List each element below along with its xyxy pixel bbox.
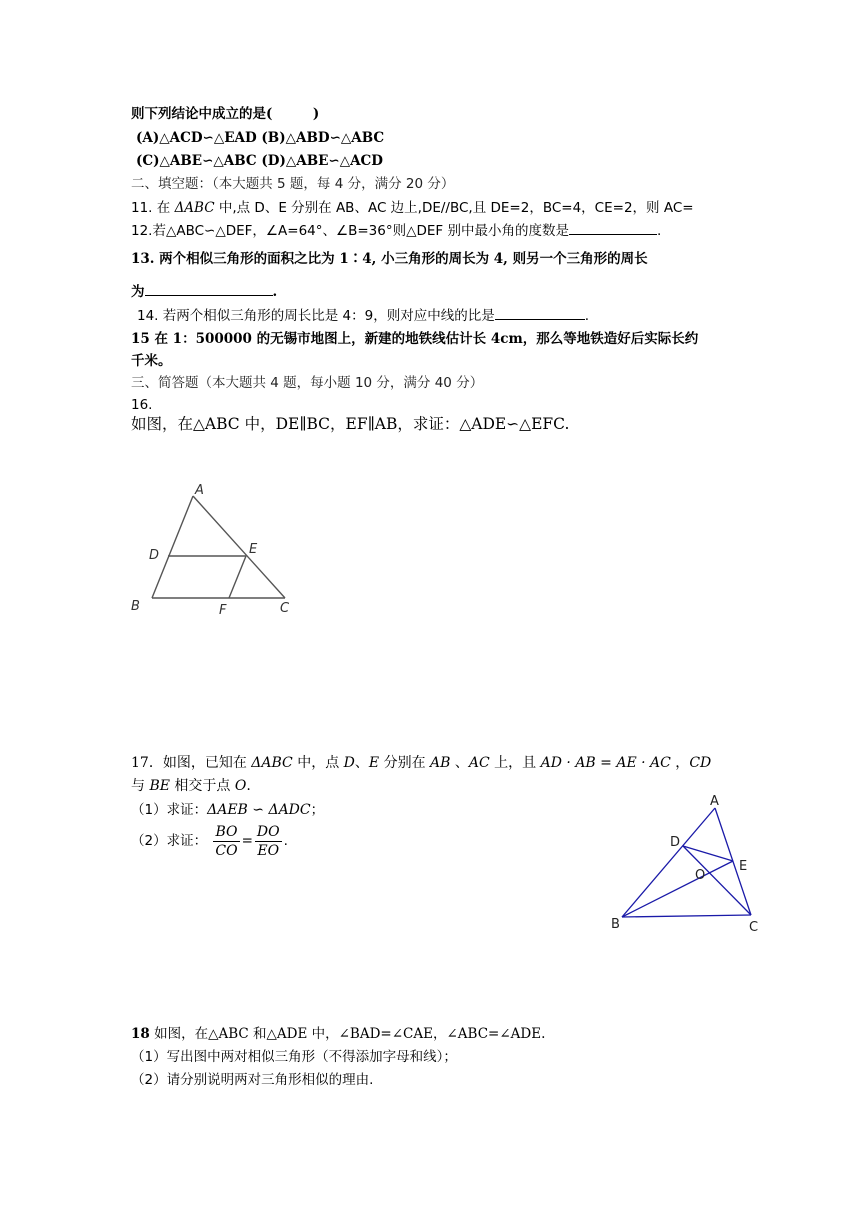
q16-number: 16.	[131, 397, 153, 413]
q17-part1-expr: ΔAEB ∽ ΔADC	[207, 802, 311, 818]
q17-triangle: ΔABC	[251, 755, 293, 771]
q17-text-b: 中，点	[292, 755, 344, 771]
q10-stem: 则下列结论中成立的是( )	[131, 106, 320, 122]
q17-point-d: D	[343, 755, 355, 771]
q15-line1: 15 在 1：500000 的无锡市地图上，新建的地铁线估计长 4cm，那么等地铁造好后实际长约	[131, 331, 699, 347]
q11-prefix: 11. 在	[131, 200, 175, 216]
q17-text-c: 分别在	[379, 755, 431, 771]
q17-text-d: 上，且	[489, 755, 541, 771]
q18-number: 18	[131, 1026, 150, 1042]
q17-segment-ab: AB	[430, 755, 451, 771]
q17-part1-end: ；	[310, 802, 325, 818]
q17-label-e: E	[739, 859, 748, 874]
q17-label-o: O	[695, 868, 706, 883]
q17-segment-be: BE	[149, 778, 170, 794]
section-3-heading: 三、简答题（本大题共 4 题，每小题 10 分，满分 40 分）	[131, 375, 484, 391]
q11-triangle: ΔABC	[174, 200, 215, 216]
q14-question: 14. 若两个相似三角形的周长比是 4：9，则对应中线的比是	[137, 308, 495, 324]
q16-side-ab	[152, 496, 193, 598]
q17-fraction-bo-co	[213, 823, 239, 860]
q13-end: .	[272, 284, 278, 300]
q18-question: 如图，在△ABC 和△ADE 中，∠BAD=∠CAE，∠ABC=∠ADE.	[149, 1026, 546, 1042]
q16-label-f: F	[219, 603, 227, 618]
q18-part2: （2）请分别说明两对三角形相似的理由.	[131, 1072, 374, 1088]
q17-part1	[131, 800, 324, 820]
q16-text: 如图，在△ABC 中，DE∥BC，EF∥AB，求证：△ADE∽△EFC.	[131, 415, 570, 433]
q14-text	[137, 305, 589, 326]
q17-frac2-den: EO	[257, 842, 280, 859]
q12-text	[131, 220, 661, 241]
q17-label-a: A	[710, 794, 719, 809]
q17-label-d: D	[670, 835, 681, 850]
q16-label-b: B	[131, 599, 140, 614]
q17-frac2-num: DO	[256, 823, 280, 840]
q17-side-ab	[622, 808, 715, 917]
q17-segment-cd: CD	[689, 755, 712, 771]
q17-triangle-figure	[600, 790, 775, 940]
q16-triangle-figure	[125, 478, 315, 623]
q17-text-e: ，	[670, 755, 690, 771]
q17-part2-end: .	[283, 833, 288, 849]
q17-point-o: O	[234, 778, 247, 794]
q13-line2-prefix: 为	[131, 284, 145, 300]
q10-options-ab: (A)△ACD∽△EAD (B)△ABD∽△ABC	[136, 130, 385, 146]
q15-line2: 千米。	[131, 353, 172, 369]
q17-equals: =	[241, 833, 253, 849]
q17-sep2: 、	[450, 755, 469, 771]
q17-part1-prefix: （1）求证：	[131, 802, 208, 818]
q17-fraction-do-eo	[255, 823, 282, 860]
q17-equation: AD · AB = AE · AC	[540, 755, 671, 771]
q18-line1	[131, 1024, 545, 1044]
q12-answer-blank	[569, 220, 657, 235]
q13-line1: 13. 两个相似三角形的面积之比为 1∶4, 小三角形的周长为 4, 则另一个三角形的周长	[131, 251, 648, 267]
q11-rest: 中,点 D、E 分别在 AB、AC 边上,DE//BC,且 DE=2，BC=4，CE=2，则 AC=	[214, 200, 694, 216]
q17-side-bc	[622, 915, 751, 917]
q16-segment-ef	[229, 556, 246, 598]
q11-text	[131, 198, 751, 218]
q16-label-a: A	[195, 483, 204, 498]
q17-label-b: B	[611, 917, 620, 932]
q16-label-d: D	[149, 548, 160, 563]
section-2-heading: 二、填空题：（本大题共 5 题，每 4 分，满分 20 分）	[131, 176, 455, 192]
q17-line2	[131, 776, 251, 796]
q14-answer-blank	[495, 305, 585, 320]
q17-frac1-den: CO	[215, 842, 238, 859]
q17-frac1-num: BO	[213, 823, 239, 842]
q17-segment-be	[622, 861, 733, 917]
q17-segment-ac: AC	[468, 755, 490, 771]
q16-side-ac	[193, 496, 285, 598]
q17-line2-a: 与	[131, 778, 150, 794]
q12-end: .	[656, 223, 662, 239]
q17-label-c: C	[749, 920, 759, 935]
q18-part1: （1）写出图中两对相似三角形（不得添加字母和线）；	[131, 1049, 457, 1065]
q10-options-cd: (C)△ABE∽△ABC (D)△ABE∽△ACD	[136, 153, 384, 169]
q17-line1	[131, 753, 711, 773]
q16-label-c: C	[280, 601, 290, 616]
q17-text-a: 如图，已知在	[162, 755, 252, 771]
q17-part2-prefix: （2）求证：	[131, 833, 208, 849]
q17-number: 17．	[131, 755, 163, 771]
q17-point-e: E	[368, 755, 380, 771]
q17-line2-b: 相交于点	[169, 778, 235, 794]
q17-sep1: 、	[354, 755, 369, 771]
q12-question: 12.若△ABC∽△DEF，∠A=64°、∠B=36°则△DEF 别中最小角的度数是	[131, 223, 569, 239]
q13-line2	[131, 281, 277, 302]
q17-part2	[131, 820, 288, 862]
q14-end: .	[584, 308, 590, 324]
q16-label-e: E	[249, 542, 258, 557]
q13-answer-blank	[145, 281, 273, 296]
q17-line2-c: .	[246, 778, 251, 794]
